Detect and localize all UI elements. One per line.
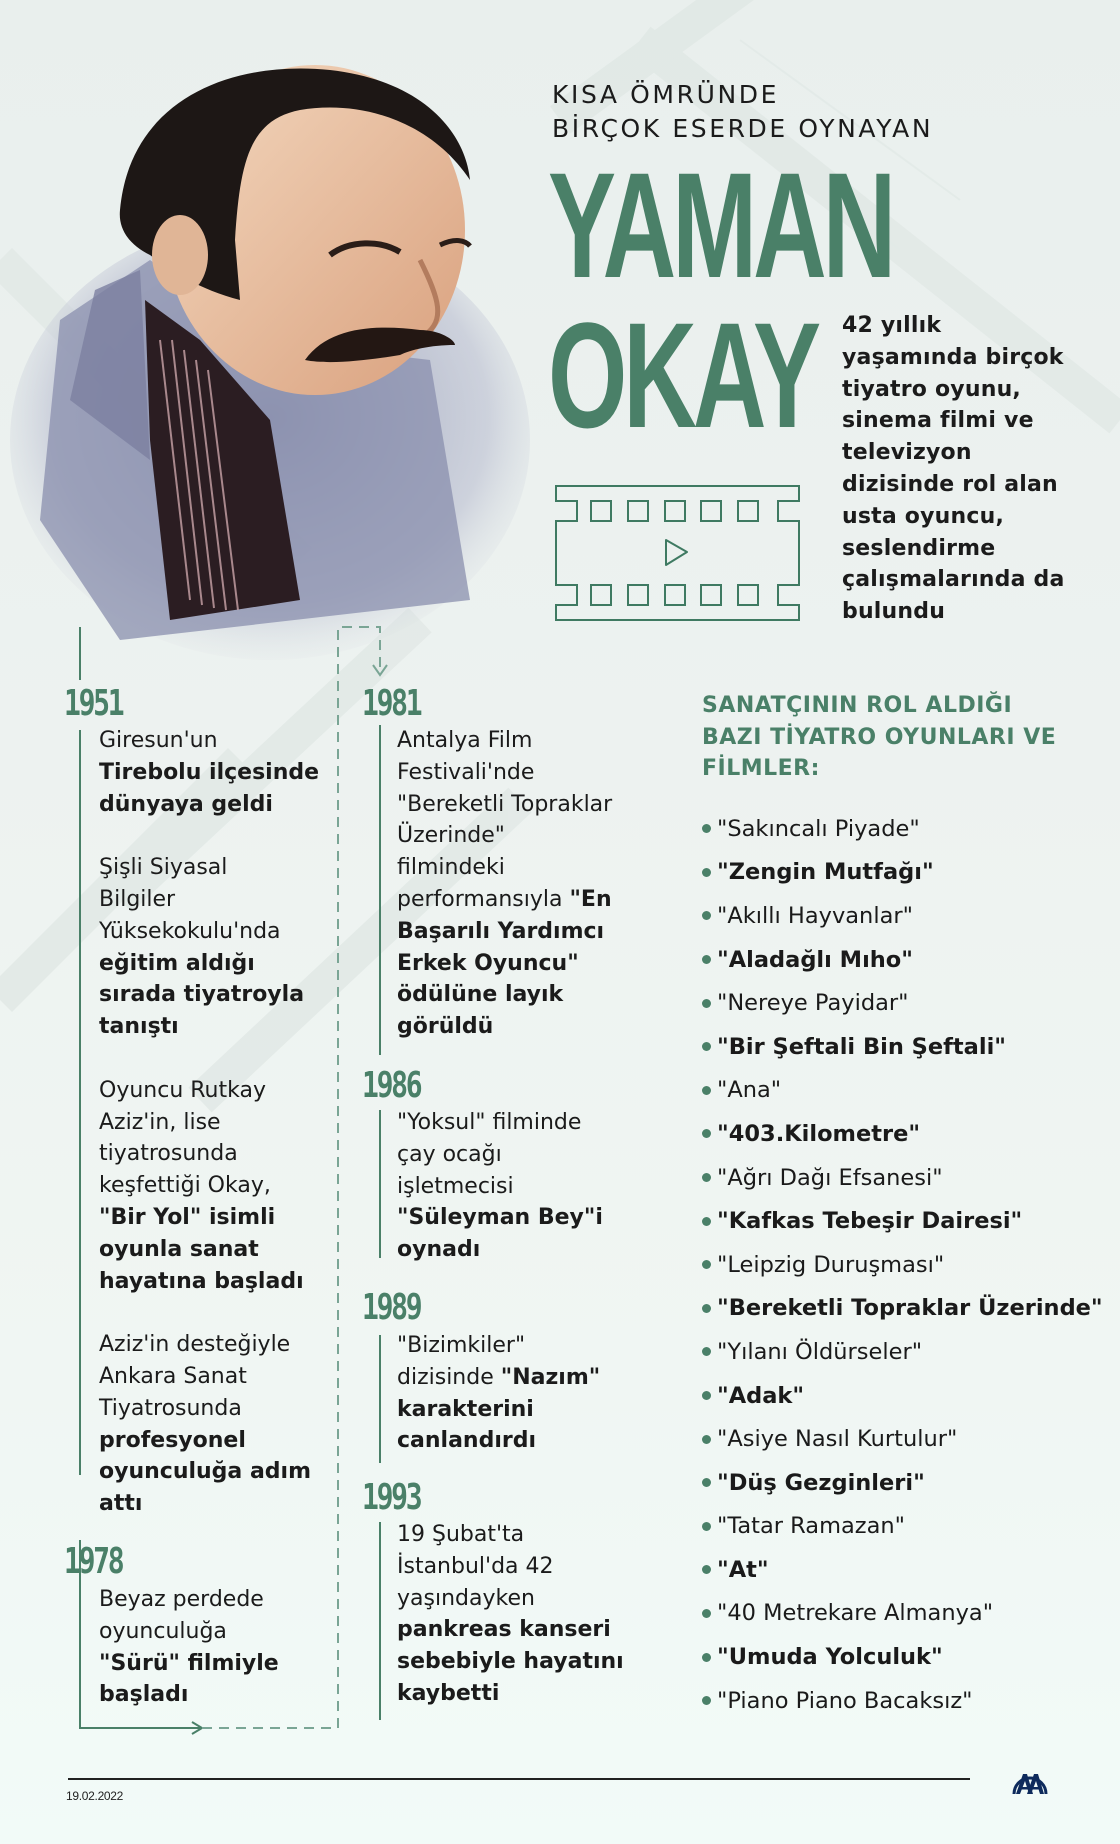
works-item-title: "Sakıncalı Piyade" bbox=[717, 815, 920, 842]
bullet-icon bbox=[702, 955, 711, 964]
works-list-item bbox=[702, 1199, 1103, 1243]
timeline-line-text: Yüksekokulu'nda bbox=[99, 918, 281, 944]
aa-logo-icon bbox=[1010, 1762, 1050, 1796]
year-1978: 1978 bbox=[64, 1541, 123, 1582]
works-list-item bbox=[702, 1635, 1103, 1679]
works-list-item bbox=[702, 1287, 1103, 1331]
timeline-line-text: Giresun'un bbox=[99, 728, 218, 753]
kicker-line-2: BİRÇOK ESERDE OYNAYAN bbox=[552, 114, 934, 143]
year-1981: 1981 bbox=[362, 683, 421, 724]
works-list-title bbox=[702, 690, 1102, 785]
works-list-item bbox=[702, 1156, 1103, 1200]
intro-line: dizisinde rol alan bbox=[842, 471, 1058, 497]
bullet-icon bbox=[702, 1086, 711, 1095]
timeline-line-text: oyunculuğa bbox=[99, 1618, 227, 1644]
works-list-item bbox=[702, 938, 1103, 982]
bullet-icon bbox=[702, 1609, 711, 1618]
intro-paragraph bbox=[842, 310, 1112, 628]
play-icon bbox=[666, 540, 687, 565]
timeline-line-text: Şişli Siyasal bbox=[99, 855, 228, 881]
timeline-paragraph bbox=[99, 852, 329, 1043]
works-item-title: "Ağrı Dağı Efsanesi" bbox=[717, 1164, 943, 1191]
works-item-title: "Bir Şeftali Bin Şeftali" bbox=[717, 1033, 1007, 1060]
works-item-title: "Tatar Ramazan" bbox=[717, 1513, 906, 1540]
timeline-line-text bbox=[397, 1107, 657, 1139]
timeline-text-segment: "Bereketli Topraklar bbox=[397, 791, 613, 817]
bullet-icon bbox=[702, 1173, 711, 1182]
timeline-line-text bbox=[397, 1362, 657, 1394]
works-item-title: "Umuda Yolculuk" bbox=[717, 1644, 943, 1671]
year-1993: 1993 bbox=[362, 1477, 421, 1518]
timeline-line-text bbox=[397, 1519, 657, 1551]
bullet-icon bbox=[702, 1304, 711, 1313]
works-item-title: "Piano Piano Bacaksız" bbox=[717, 1687, 973, 1714]
works-item-title: "Akıllı Hayvanlar" bbox=[717, 902, 913, 929]
timeline-line-text bbox=[397, 1678, 657, 1710]
timeline-text-segment: görüldü bbox=[397, 1014, 494, 1040]
works-list-item bbox=[702, 1679, 1103, 1723]
works-item-title: "Zengin Mutfağı" bbox=[717, 859, 934, 886]
timeline-entry-1978 bbox=[99, 1584, 329, 1711]
kicker-line-1: KISA ÖMRÜNDE bbox=[552, 80, 780, 109]
bullet-icon bbox=[702, 999, 711, 1008]
timeline-entry-1981 bbox=[397, 725, 657, 1043]
intro-line: bulundu bbox=[842, 599, 946, 625]
timeline-text-segment: Antalya Film bbox=[397, 728, 533, 753]
timeline-line-text: Aziz'in desteğiyle bbox=[99, 1332, 291, 1358]
timeline-line-text bbox=[397, 1330, 657, 1362]
timeline-line-text bbox=[397, 1234, 657, 1266]
timeline-text-segment: "Süleyman Bey"i bbox=[397, 1205, 603, 1231]
timeline-text-segment: performansıyla bbox=[397, 886, 570, 912]
bullet-icon bbox=[702, 1391, 711, 1400]
works-list-item bbox=[702, 981, 1103, 1025]
works-list-item bbox=[702, 1461, 1103, 1505]
timeline-line-1981 bbox=[379, 725, 381, 1055]
bullet-icon bbox=[702, 1129, 711, 1138]
footer-divider bbox=[68, 1778, 970, 1780]
timeline-line-text bbox=[397, 1394, 657, 1426]
bullet-icon bbox=[702, 1217, 711, 1226]
timeline-line-text bbox=[397, 1551, 657, 1583]
name-last: OKAY bbox=[548, 291, 818, 459]
timeline-line-text bbox=[397, 916, 657, 948]
timeline-line-text: Tiyatrosunda bbox=[99, 1395, 242, 1421]
intro-line: televizyon bbox=[842, 440, 972, 466]
bullet-icon bbox=[702, 1478, 711, 1487]
timeline-paragraph bbox=[99, 1584, 329, 1711]
intro-line: 42 yıllık bbox=[842, 313, 942, 338]
works-item-title: "Yılanı Öldürseler" bbox=[717, 1338, 923, 1365]
intro-line: sinema filmi ve bbox=[842, 408, 1034, 434]
timeline-line-1993 bbox=[379, 1522, 381, 1720]
timeline-line-text bbox=[397, 1139, 657, 1171]
timeline-line-1986 bbox=[379, 1110, 381, 1258]
year-1951: 1951 bbox=[64, 683, 123, 724]
timeline-line-text: hayatına başladı bbox=[99, 1268, 304, 1294]
timeline-line-text: eğitim aldığı bbox=[99, 950, 255, 976]
timeline-line-text bbox=[397, 725, 657, 757]
bullet-icon bbox=[702, 1696, 711, 1705]
works-list-item bbox=[702, 1243, 1103, 1287]
bullet-icon bbox=[702, 1347, 711, 1356]
timeline-line-text: oyunla sanat bbox=[99, 1236, 259, 1262]
timeline-line-text: tiyatrosunda bbox=[99, 1141, 238, 1167]
timeline-text-segment: "Yoksul" filminde bbox=[397, 1110, 582, 1135]
works-title-line: SANATÇININ ROL ALDIĞI bbox=[702, 693, 1013, 718]
works-item-title: "Nereye Payidar" bbox=[717, 990, 909, 1017]
bullet-icon bbox=[702, 824, 711, 833]
timeline-line-text: oyunculuğa adım bbox=[99, 1459, 311, 1485]
works-item-title: "Aladağlı Mıho" bbox=[717, 946, 913, 973]
timeline-entry-1993 bbox=[397, 1519, 657, 1710]
works-list-item bbox=[702, 1417, 1103, 1461]
timeline-text-segment: Üzerinde" bbox=[397, 823, 505, 849]
works-list bbox=[702, 807, 1103, 1722]
timeline-text-segment: sebebiyle hayatını bbox=[397, 1649, 624, 1675]
works-list-item bbox=[702, 1548, 1103, 1592]
timeline-line-text bbox=[397, 884, 657, 916]
timeline-paragraph bbox=[99, 1075, 329, 1298]
intro-line: usta oyuncu, bbox=[842, 503, 1005, 529]
timeline-line-text bbox=[397, 789, 657, 821]
timeline-line-text bbox=[397, 1425, 657, 1457]
works-item-title: "Bereketli Topraklar Üzerinde" bbox=[717, 1295, 1103, 1322]
timeline-text-segment: Başarılı Yardımcı bbox=[397, 918, 605, 944]
bullet-icon bbox=[702, 1435, 711, 1444]
bullet-icon bbox=[702, 1260, 711, 1269]
timeline-text-segment: yaşındayken bbox=[397, 1585, 535, 1611]
works-item-title: "403.Kilometre" bbox=[717, 1120, 921, 1147]
timeline-text-segment: oynadı bbox=[397, 1237, 481, 1263]
timeline-text-segment: dizisinde bbox=[397, 1364, 501, 1390]
works-list-item bbox=[702, 1112, 1103, 1156]
timeline-line-text bbox=[397, 852, 657, 884]
timeline-text-segment: kaybetti bbox=[397, 1680, 500, 1706]
timeline-line-text bbox=[397, 1646, 657, 1678]
works-item-title: "At" bbox=[717, 1556, 769, 1583]
timeline-line-text bbox=[397, 1011, 657, 1043]
timeline-text-segment: "En bbox=[569, 886, 612, 912]
timeline-text-segment: ödülüne layık bbox=[397, 982, 564, 1008]
works-list-item bbox=[702, 1025, 1103, 1069]
timeline-line-1989 bbox=[379, 1335, 381, 1463]
kicker-heading bbox=[552, 78, 933, 146]
timeline-text-segment: "Nazım" bbox=[500, 1364, 601, 1390]
timeline-paragraph bbox=[99, 1329, 329, 1520]
works-item-title: "Asiye Nasıl Kurtulur" bbox=[717, 1426, 958, 1453]
intro-line: çalışmalarında da bbox=[842, 567, 1065, 593]
timeline-line-text: dünyaya geldi bbox=[99, 791, 273, 817]
timeline-line-text: attı bbox=[99, 1491, 143, 1517]
timeline-line-text: "Bir Yol" isimli bbox=[99, 1204, 276, 1230]
timeline-line-text: profesyonel bbox=[99, 1427, 246, 1453]
works-list-item bbox=[702, 894, 1103, 938]
footer-date: 19.02.2022 bbox=[66, 1789, 124, 1803]
works-title-line: BAZI TİYATRO OYUNLARI VE bbox=[702, 724, 1057, 750]
bullet-icon bbox=[702, 1653, 711, 1662]
timeline-text-segment: karakterini bbox=[397, 1396, 534, 1422]
timeline-line-text bbox=[397, 979, 657, 1011]
works-item-title: "Düş Gezginleri" bbox=[717, 1469, 925, 1496]
timeline-paragraph bbox=[99, 725, 329, 820]
film-strip-play-icon bbox=[555, 485, 800, 621]
timeline-text-segment: 19 Şubat'ta bbox=[397, 1522, 525, 1547]
year-1989: 1989 bbox=[362, 1287, 421, 1328]
bullet-icon bbox=[702, 911, 711, 920]
works-list-item bbox=[702, 1330, 1103, 1374]
timeline-entry-1986 bbox=[397, 1107, 657, 1266]
portrait-photo bbox=[0, 40, 540, 680]
timeline-line-text bbox=[397, 1583, 657, 1615]
timeline-line-text: Ankara Sanat bbox=[99, 1363, 247, 1389]
bullet-icon bbox=[702, 1042, 711, 1051]
bullet-icon bbox=[702, 868, 711, 877]
timeline-text-segment: canlandırdı bbox=[397, 1428, 537, 1454]
works-item-title: "Kafkas Tebeşir Dairesi" bbox=[717, 1208, 1023, 1235]
works-item-title: "Leipzig Duruşması" bbox=[717, 1251, 945, 1278]
timeline-text-segment: Festivali'nde bbox=[397, 759, 535, 785]
timeline-entry-1951 bbox=[99, 725, 329, 1520]
timeline-line-text: Beyaz perdede bbox=[99, 1587, 264, 1612]
works-list-item bbox=[702, 1505, 1103, 1549]
timeline-line-text: keşfettiği Okay, bbox=[99, 1173, 271, 1199]
timeline-line-text bbox=[397, 948, 657, 980]
timeline-line-text bbox=[397, 757, 657, 789]
bullet-icon bbox=[702, 1565, 711, 1574]
timeline-line-text bbox=[397, 820, 657, 852]
timeline-text-segment: pankreas kanseri bbox=[397, 1617, 611, 1643]
works-list-item bbox=[702, 1592, 1103, 1636]
intro-line: seslendirme bbox=[842, 535, 996, 561]
timeline-line-text: tanıştı bbox=[99, 1014, 179, 1040]
timeline-text-segment: filmindeki bbox=[397, 855, 505, 881]
works-list-item bbox=[702, 1069, 1103, 1113]
timeline-line-text: Bilgiler bbox=[99, 886, 176, 912]
timeline-text-segment: işletmecisi bbox=[397, 1173, 514, 1199]
timeline-line-text: başladı bbox=[99, 1682, 189, 1708]
timeline-line-text: Tirebolu ilçesinde bbox=[99, 759, 320, 785]
intro-line: yaşamında birçok bbox=[842, 344, 1064, 370]
works-item-title: "40 Metrekare Almanya" bbox=[717, 1600, 994, 1627]
timeline-line-text bbox=[397, 1171, 657, 1203]
timeline-text-segment: Erkek Oyuncu" bbox=[397, 950, 579, 976]
works-title-line: FİLMLER: bbox=[702, 756, 820, 781]
timeline-line-text: "Sürü" filmiyle bbox=[99, 1650, 279, 1676]
timeline-line-text bbox=[397, 1614, 657, 1646]
works-list-item bbox=[702, 851, 1103, 895]
works-list-item bbox=[702, 807, 1103, 851]
timeline-text-segment: çay ocağı bbox=[397, 1141, 502, 1167]
name-first: YAMAN bbox=[548, 141, 893, 309]
bullet-icon bbox=[702, 1522, 711, 1531]
timeline-entry-1989 bbox=[397, 1330, 657, 1457]
timeline-line-text: Aziz'in, lise bbox=[99, 1109, 221, 1135]
year-1986: 1986 bbox=[362, 1065, 421, 1106]
intro-line: tiyatro oyunu, bbox=[842, 376, 1021, 402]
timeline-text-segment: İstanbul'da 42 bbox=[397, 1553, 554, 1579]
timeline-line-text bbox=[397, 1202, 657, 1234]
works-item-title: "Adak" bbox=[717, 1382, 805, 1409]
timeline-text-segment: "Bizimkiler" bbox=[397, 1333, 526, 1358]
works-list-item bbox=[702, 1374, 1103, 1418]
timeline-line-text: Oyuncu Rutkay bbox=[99, 1077, 266, 1103]
timeline-line-text: sırada tiyatroyla bbox=[99, 982, 305, 1008]
works-item-title: "Ana" bbox=[717, 1077, 782, 1104]
